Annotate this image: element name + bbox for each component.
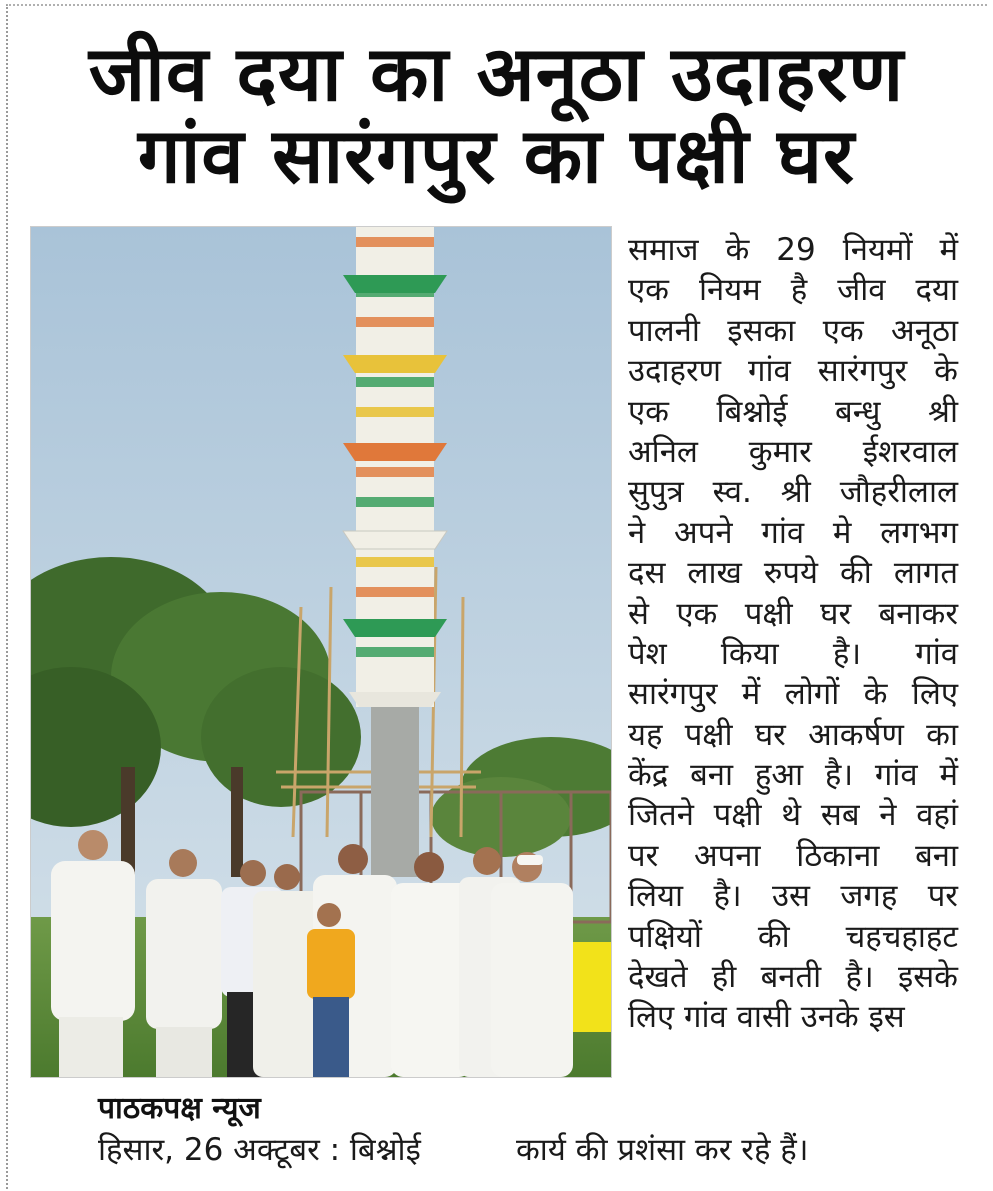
body-line: एक नियम है जीव दया bbox=[628, 272, 958, 309]
body-line: सुपुत्र स्व. श्री जौहरीलाल bbox=[628, 474, 958, 511]
body-line: जितने पक्षी थे सब ने वहां bbox=[628, 797, 958, 834]
bird-tower-photo-illustration bbox=[31, 227, 611, 1077]
body-line: समाज के 29 नियमों में bbox=[628, 232, 958, 268]
body-line: यह पक्षी घर आकर्षण का bbox=[628, 716, 958, 753]
body-line: पक्षियों की चहचहाहट bbox=[628, 918, 958, 955]
body-line: देखते ही बनती है। इसके bbox=[628, 959, 958, 996]
body-line: ने अपने गांव मे लगभग bbox=[628, 514, 958, 551]
body-line: लिया है। उस जगह पर bbox=[628, 878, 958, 915]
body-line: दस लाख रुपये की लागत bbox=[628, 555, 958, 592]
byline: पाठकपक्ष न्यूज bbox=[98, 1091, 261, 1126]
dateline: हिसार, 26 अक्टूबर : बिश्नोई bbox=[98, 1132, 421, 1168]
body-line: लिए गांव वासी उनके इस bbox=[628, 999, 905, 1036]
body-line: सारंगपुर में लोगों के लिए bbox=[628, 676, 958, 713]
body-line: एक बिश्नोई बन्धु श्री bbox=[628, 393, 958, 430]
news-photo bbox=[30, 226, 612, 1078]
body-line: पर अपना ठिकाना बना bbox=[628, 837, 958, 874]
article-closing-line: कार्य की प्रशंसा कर रहे हैं। bbox=[516, 1132, 809, 1168]
tower-pillar bbox=[371, 697, 419, 877]
body-line: पेश किया है। गांव bbox=[628, 635, 958, 672]
body-line: से एक पक्षी घर बनाकर bbox=[628, 595, 958, 632]
headline-line-1: जीव दया का अनूठा उदाहरण bbox=[88, 29, 905, 118]
article-body bbox=[628, 230, 958, 1038]
headline-line-2: गांव सारंगपुर का पक्षी घर bbox=[137, 111, 856, 200]
body-line: केंद्र बना हुआ है। गांव में bbox=[628, 757, 958, 794]
body-line: अनिल कुमार ईशरवाल bbox=[628, 433, 958, 470]
bird-tower bbox=[343, 227, 447, 707]
body-line: पालनी इसका एक अनूठा bbox=[628, 312, 958, 349]
body-line: उदाहरण गांव सारंगपुर के bbox=[628, 353, 958, 390]
